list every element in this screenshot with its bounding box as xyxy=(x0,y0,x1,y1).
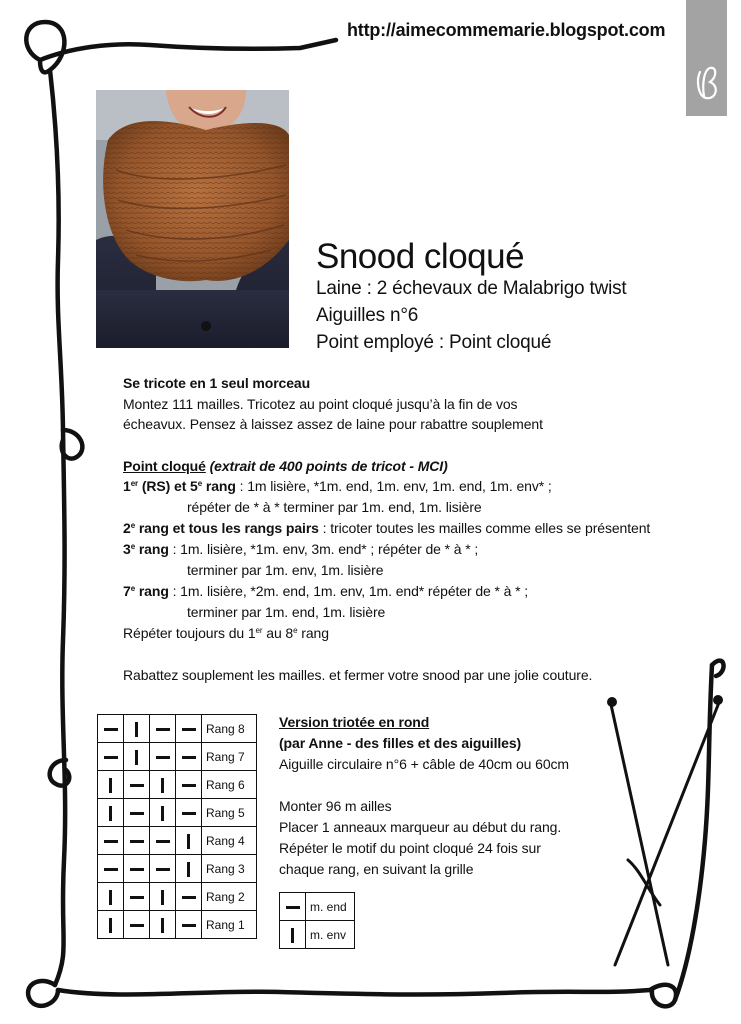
chart-row xyxy=(98,715,257,743)
repeat-instruction: Répéter toujours du 1er au 8e rang xyxy=(123,625,329,641)
row-3-continuation: terminer par 1m. env, 1m. lisière xyxy=(187,562,384,578)
finishing-instruction: Rabattez souplement les mailles. et fermer votre snood par une jolie couture. xyxy=(123,667,593,683)
intro-line: écheavux. Pensez à laissez assez de laine pour rabattre souplement xyxy=(123,416,543,432)
chart-row xyxy=(98,855,257,883)
knit-stitch-icon xyxy=(124,799,150,827)
purl-stitch-icon xyxy=(98,799,124,827)
purl-stitch-icon xyxy=(150,799,176,827)
knit-stitch-icon xyxy=(124,883,150,911)
b-monogram-icon xyxy=(686,0,727,116)
knit-stitch-icon xyxy=(124,827,150,855)
purl-stitch-icon xyxy=(176,827,202,855)
chart-row-label: Rang 6 xyxy=(202,771,257,799)
intro-heading: Se tricote en 1 seul morceau xyxy=(123,375,311,391)
round-line: Répéter le motif du point cloqué 24 fois sur xyxy=(279,840,541,856)
legend-label: m. env xyxy=(306,921,355,949)
stitch-heading xyxy=(123,456,448,477)
purl-stitch-icon xyxy=(124,715,150,743)
knit-stitch-icon xyxy=(98,715,124,743)
round-needle: Aiguille circulaire n°6 + câble de 40cm ou 60cm xyxy=(279,756,569,772)
knit-stitch-icon xyxy=(176,911,202,939)
knit-stitch-icon xyxy=(150,743,176,771)
knit-stitch-icon xyxy=(124,771,150,799)
row-1-continuation: répéter de * à * terminer par 1m. end, 1m. lisière xyxy=(187,499,482,515)
intro-line: Montez 111 mailles. Tricotez au point cloqué jusqu’à la fin de vos xyxy=(123,396,518,412)
chart-row xyxy=(98,743,257,771)
legend-row xyxy=(280,893,355,921)
purl-stitch-icon xyxy=(150,771,176,799)
chart-row xyxy=(98,827,257,855)
knit-stitch-icon xyxy=(176,743,202,771)
chart-row-label: Rang 8 xyxy=(202,715,257,743)
stitch-heading-note: (extrait de 400 points de tricot - MCI) xyxy=(205,458,448,474)
row-7-continuation: terminer par 1m. end, 1m. lisière xyxy=(187,604,386,620)
knit-stitch-icon xyxy=(124,855,150,883)
stitch-heading-title: Point cloqué xyxy=(123,458,206,474)
knitted-snood-photo xyxy=(96,90,289,348)
knit-stitch-icon xyxy=(176,799,202,827)
chart-row-label: Rang 3 xyxy=(202,855,257,883)
stitch-spec: Point employé : Point cloqué xyxy=(316,332,552,353)
row-2-instruction: 2e rang et tous les rangs pairs : tricoter toutes les mailles comme elles se présentent xyxy=(123,520,651,536)
purl-stitch-icon xyxy=(280,921,306,949)
knit-stitch-icon xyxy=(280,893,306,921)
chart-row-label: Rang 2 xyxy=(202,883,257,911)
chart-row-label: Rang 7 xyxy=(202,743,257,771)
knit-stitch-icon xyxy=(176,715,202,743)
knit-stitch-icon xyxy=(150,827,176,855)
purl-stitch-icon xyxy=(98,883,124,911)
chart-row xyxy=(98,911,257,939)
legend-row xyxy=(280,921,355,949)
page-title: Snood cloqué xyxy=(316,237,525,276)
chart-row-label: Rang 4 xyxy=(202,827,257,855)
round-author: (par Anne - des filles et des aiguilles) xyxy=(279,735,522,751)
round-line: Monter 96 m ailles xyxy=(279,798,392,814)
row-7-instruction: 7e rang : 1m. lisière, *2m. end, 1m. env, 1m. end* répéter de * à * ; xyxy=(123,583,529,599)
knit-stitch-icon xyxy=(124,911,150,939)
row-3-instruction: 3e rang : 1m. lisière, *1m. env, 3m. end* ; répéter de * à * ; xyxy=(123,541,479,557)
yarn-spec: Laine : 2 échevaux de Malabrigo twist xyxy=(316,278,627,299)
round-line: chaque rang, en suivant la grille xyxy=(279,861,474,877)
needle-spec: Aiguilles n°6 xyxy=(316,305,419,326)
knit-stitch-icon xyxy=(176,771,202,799)
legend-label: m. end xyxy=(306,893,355,921)
knit-stitch-icon xyxy=(176,883,202,911)
chart-legend xyxy=(279,892,355,949)
knit-stitch-icon xyxy=(150,855,176,883)
stitch-chart xyxy=(97,714,257,939)
purl-stitch-icon xyxy=(150,883,176,911)
chart-row-label: Rang 1 xyxy=(202,911,257,939)
knit-stitch-icon xyxy=(98,855,124,883)
purl-stitch-icon xyxy=(176,855,202,883)
purl-stitch-icon xyxy=(150,911,176,939)
purl-stitch-icon xyxy=(124,743,150,771)
knit-stitch-icon xyxy=(150,715,176,743)
chart-row xyxy=(98,771,257,799)
purl-stitch-icon xyxy=(98,771,124,799)
knit-stitch-icon xyxy=(98,827,124,855)
chart-row xyxy=(98,883,257,911)
chart-row-label: Rang 5 xyxy=(202,799,257,827)
purl-stitch-icon xyxy=(98,911,124,939)
round-heading: Version triotée en rond xyxy=(279,714,430,730)
blog-url[interactable]: http://aimecommemarie.blogspot.com xyxy=(347,20,666,40)
round-line: Placer 1 anneaux marqueur au début du rang. xyxy=(279,819,562,835)
knit-stitch-icon xyxy=(98,743,124,771)
chart-row xyxy=(98,799,257,827)
row-1-instruction: 1er (RS) et 5e rang : 1m lisière, *1m. end, 1m. env, 1m. end, 1m. env* ; xyxy=(123,478,552,494)
